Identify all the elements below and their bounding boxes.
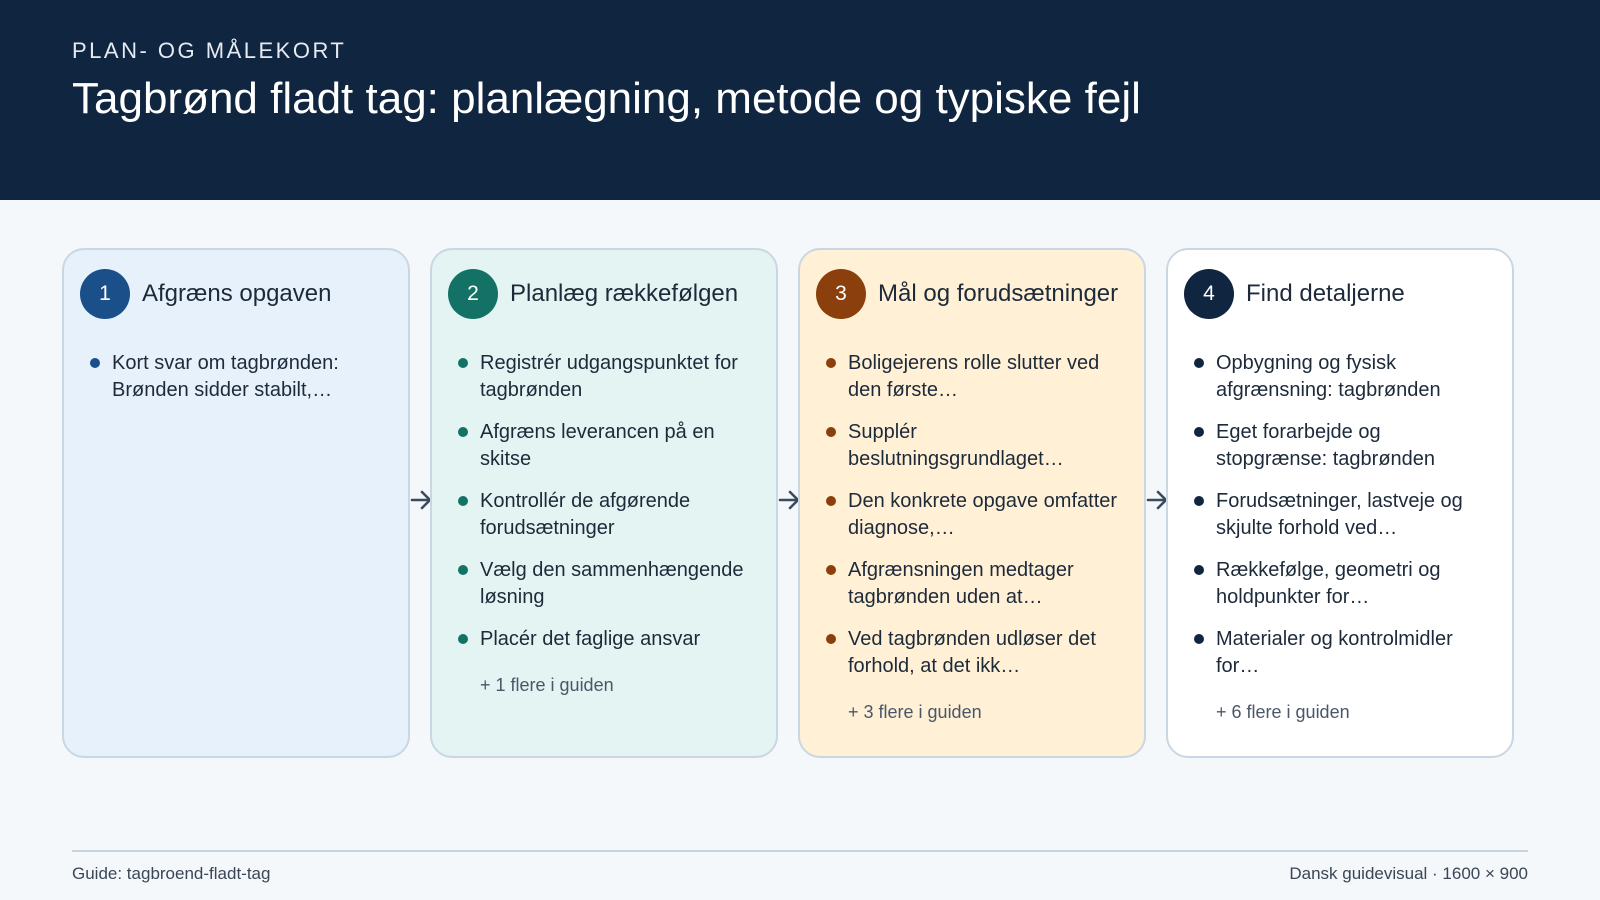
step-card-1 <box>62 248 410 758</box>
bullet-icon <box>826 427 836 437</box>
header <box>0 0 1600 200</box>
page-title: Tagbrønd fladt tag: planlægning, metode og typiske fejl <box>72 74 1141 123</box>
footer-caption: Dansk guidevisual · 1600 × 900 <box>1289 864 1528 883</box>
list-item <box>1194 557 1496 611</box>
step-items <box>80 350 392 404</box>
bullet-icon <box>826 358 836 368</box>
bullet-icon <box>826 565 836 575</box>
list-item-text: Den konkrete opgave omfatter diagnose,… <box>848 490 1118 539</box>
list-item <box>826 488 1128 542</box>
list-item-text: Materialer og kontrolmidler for… <box>1216 628 1453 677</box>
list-item-text: Kontrollér de afgørende forudsætninger <box>480 490 691 539</box>
list-item-text: Ved tagbrønden udløser det forhold, at det ikk… <box>848 628 1096 677</box>
step-card-header <box>448 268 760 320</box>
step-card-3 <box>798 248 1146 758</box>
list-item <box>1194 626 1496 680</box>
step-number-badge: 3 <box>816 269 866 319</box>
step-card-2 <box>430 248 778 758</box>
step-title: Find detaljerne <box>1246 280 1405 307</box>
list-item-text: Opbygning og fysisk afgrænsning: tagbrønden <box>1216 352 1441 401</box>
list-item <box>458 350 760 404</box>
list-item-text: Placér det faglige ansvar <box>480 628 701 650</box>
bullet-icon <box>1194 565 1204 575</box>
step-title: Planlæg rækkefølgen <box>510 280 739 307</box>
step-number-badge: 1 <box>80 269 130 319</box>
list-item <box>458 488 760 542</box>
list-item-text: Forudsætninger, lastveje og skjulte forhold ved… <box>1216 490 1463 539</box>
bullet-icon <box>826 496 836 506</box>
list-item <box>1194 488 1496 542</box>
step-card-header <box>1184 268 1496 320</box>
list-item-text: Afgrænsningen medtager tagbrønden uden at… <box>848 559 1074 608</box>
more-in-guide-link[interactable]: + 1 flere i guiden <box>480 675 614 695</box>
step-title: Afgræns opgaven <box>142 280 332 307</box>
list-item <box>1194 350 1496 404</box>
bullet-icon <box>1194 496 1204 506</box>
bullet-icon <box>458 565 468 575</box>
list-item <box>458 626 760 653</box>
bullet-icon <box>1194 427 1204 437</box>
step-card-header <box>80 268 392 320</box>
bullet-icon <box>1194 634 1204 644</box>
more-in-guide-link[interactable]: + 6 flere i guiden <box>1216 702 1350 722</box>
list-item <box>826 626 1128 680</box>
bullet-icon <box>90 358 100 368</box>
list-item <box>826 557 1128 611</box>
step-card-4 <box>1166 248 1514 758</box>
list-item <box>1194 419 1496 473</box>
step-items <box>1184 350 1496 680</box>
footer-divider <box>72 850 1528 852</box>
bullet-icon <box>458 427 468 437</box>
list-item-text: Boligejerens rolle slutter ved den første… <box>848 352 1100 401</box>
footer-guide-id: Guide: tagbroend-fladt-tag <box>72 864 271 883</box>
bullet-icon <box>458 496 468 506</box>
step-title: Mål og forudsætninger <box>878 280 1119 307</box>
list-item <box>826 350 1128 404</box>
step-number-badge: 2 <box>448 269 498 319</box>
step-items <box>448 350 760 653</box>
step-items <box>816 350 1128 680</box>
list-item-text: Afgræns leverancen på en skitse <box>480 421 715 470</box>
process-cards <box>62 248 1538 758</box>
list-item-text: Rækkefølge, geometri og holdpunkter for… <box>1216 559 1441 608</box>
bullet-icon <box>1194 358 1204 368</box>
step-number-badge: 4 <box>1184 269 1234 319</box>
list-item-text: Supplér beslutningsgrundlaget… <box>848 421 1064 470</box>
bullet-icon <box>826 634 836 644</box>
eyebrow: PLAN- OG MÅLEKORT <box>72 38 347 63</box>
list-item-text: Vælg den sammenhængende løsning <box>480 559 744 608</box>
more-in-guide-link[interactable]: + 3 flere i guiden <box>848 702 982 722</box>
list-item <box>458 557 760 611</box>
list-item <box>826 419 1128 473</box>
bullet-icon <box>458 634 468 644</box>
list-item-text: Eget forarbejde og stopgrænse: tagbrønden <box>1216 421 1436 470</box>
list-item <box>458 419 760 473</box>
list-item-text: Kort svar om tagbrønden: Brønden sidder stabilt,… <box>112 352 339 401</box>
list-item-text: Registrér udgangspunktet for tagbrønden <box>480 352 738 401</box>
bullet-icon <box>458 358 468 368</box>
list-item <box>90 350 392 404</box>
step-card-header <box>816 268 1128 320</box>
